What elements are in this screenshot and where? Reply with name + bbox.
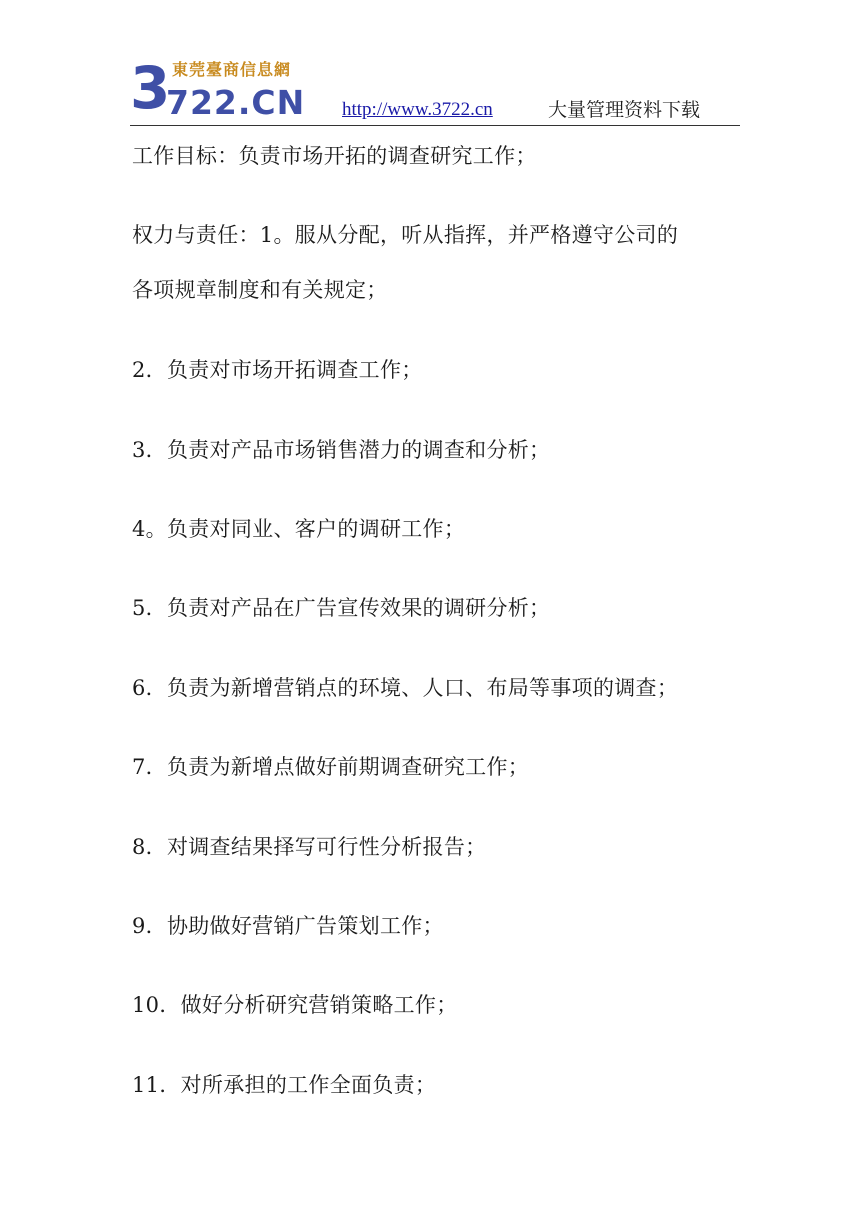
responsibility-item: 5．负责对产品在广告宣传效果的调研分析； — [132, 596, 551, 620]
responsibility-item: 10．做好分析研究营销策略工作； — [132, 993, 458, 1017]
logo-domain: 722.CN — [166, 83, 306, 122]
site-url-link[interactable]: http://www.3722.cn — [342, 99, 493, 120]
site-logo[interactable] — [130, 54, 310, 122]
header-tagline: 大量管理资料下载 — [548, 99, 701, 121]
responsibility-item: 3．负责对产品市场销售潜力的调查和分析； — [132, 438, 551, 462]
responsibility-item: 2．负责对市场开拓调查工作； — [132, 358, 423, 382]
responsibility-intro-line-1: 权力与责任：1。服从分配，听从指挥，并严格遵守公司的 — [132, 223, 679, 247]
responsibility-item: 8．对调查结果择写可行性分析报告； — [132, 835, 487, 859]
goal-line: 工作目标：负责市场开拓的调查研究工作； — [132, 144, 537, 168]
responsibility-item: 7．负责为新增点做好前期调查研究工作； — [132, 755, 530, 779]
responsibility-intro-line-2: 各项规章制度和有关规定； — [132, 278, 388, 302]
logo-chinese-text: 東莞臺商信息網 — [172, 60, 292, 79]
header-divider — [130, 125, 740, 126]
responsibility-item: 9．协助做好营销广告策划工作； — [132, 914, 444, 938]
page-header — [130, 54, 740, 126]
responsibility-item: 11．对所承担的工作全面负责； — [132, 1073, 437, 1097]
responsibility-item: 6．负责为新增营销点的环境、人口、布局等事项的调查； — [132, 676, 679, 700]
logo-number: 3 — [130, 54, 169, 122]
responsibility-item: 4。负责对同业、客户的调研工作； — [132, 517, 466, 541]
